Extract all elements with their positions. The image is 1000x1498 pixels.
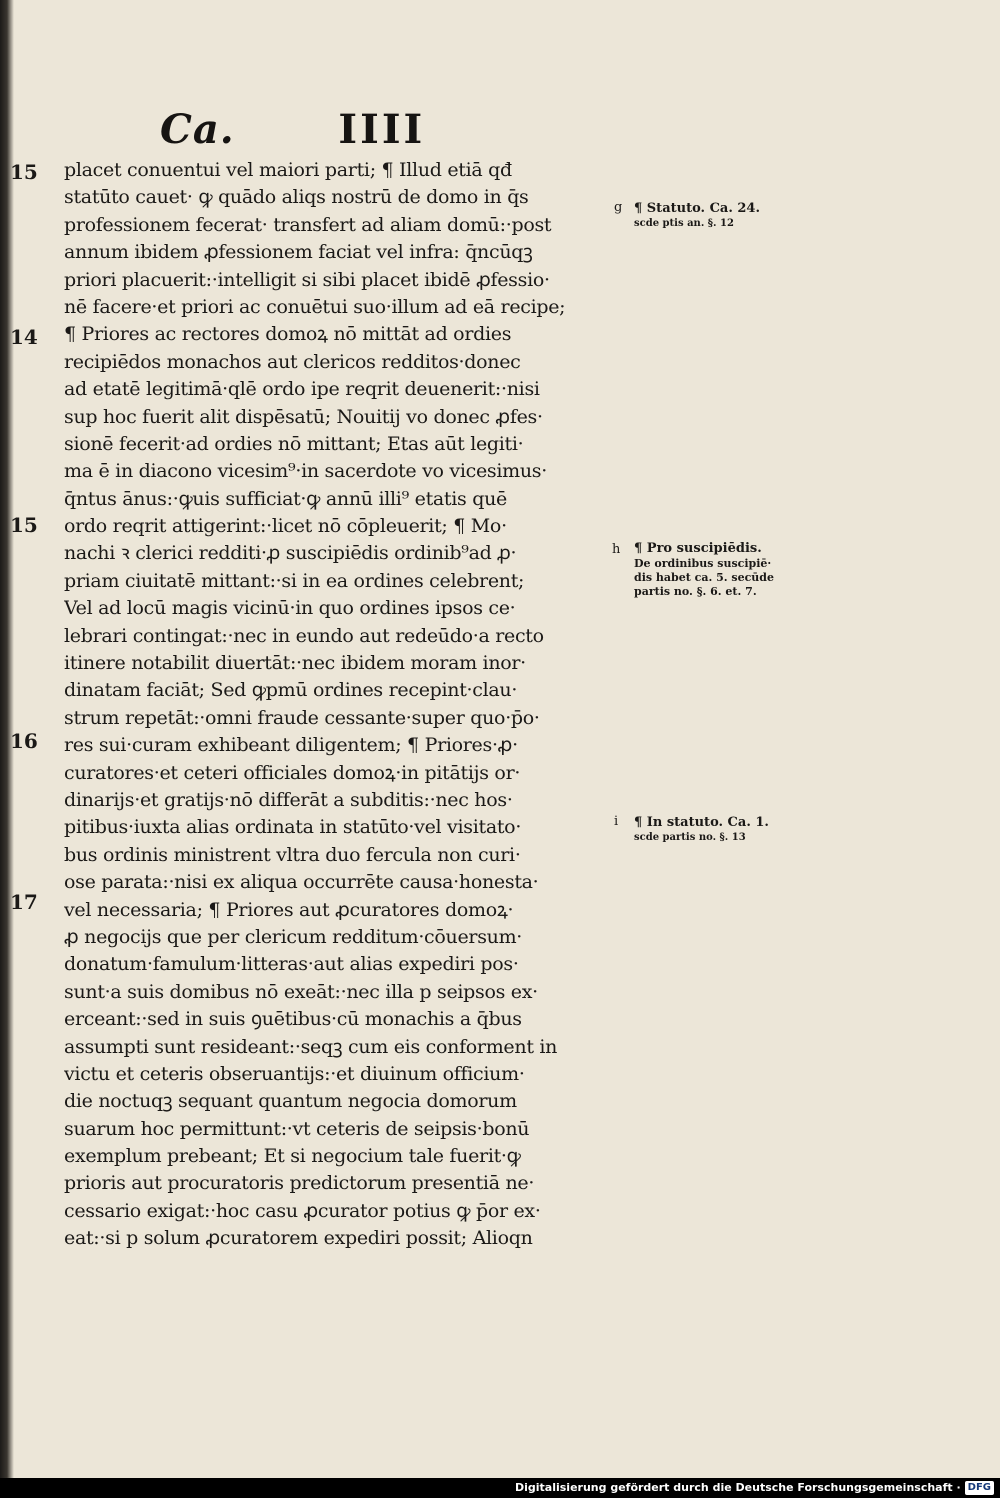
- text-line: placet conuentui vel maiori parti; ¶ Illud etiā qđ: [64, 159, 512, 181]
- margin-gloss: [634, 201, 760, 230]
- footer-credit: Digitalisierung gefördert durch die Deutsche Forschungsgemeinschaft ·: [514, 1481, 961, 1494]
- gloss-reference: dis habet ca. 5. secūde: [634, 571, 774, 584]
- text-line: curatores·et ceteri officiales domoꝝ·in pitātijs or·: [64, 761, 521, 784]
- text-line: sionē fecerit·ad ordies nō mittant; Etas aūt legiti·: [64, 432, 524, 455]
- section-number: 14: [10, 325, 38, 349]
- text-line: lebrari contingat:·nec in eundo aut redeūdo·a recto: [64, 624, 544, 647]
- margin-gloss: [634, 541, 774, 599]
- text-line: assumpti sunt resideant:·seqꝫ cum eis conforment in: [64, 1035, 558, 1058]
- text-line: suarum hoc permittunt:·vt ceteris de seipsis·bonū: [64, 1117, 530, 1140]
- section-number: 16: [10, 729, 38, 753]
- text-line: annum ibidem ꝓfessionem faciat vel infra: q̄ncūqꝫ: [64, 241, 533, 264]
- text-line: prioris aut procuratoris predictorum presentiā ne·: [64, 1172, 535, 1195]
- section-number: 17: [10, 890, 38, 914]
- text-line: ꝓ negocijs que per clericum redditum·cōuersum·: [64, 925, 523, 948]
- text-line: ¶ Priores ac rectores domoꝝ nō mittāt ad ordies: [64, 323, 512, 346]
- gloss-title: ¶ Pro suscipiēdis.: [634, 541, 762, 556]
- margin-gloss: [634, 815, 769, 844]
- text-line: nachi ꝛ clerici redditi·ꝓ suscipiēdis ordinib⁹ad ꝓ·: [64, 542, 517, 565]
- text-line: dinarijs·et gratijs·nō differāt a subditis:·nec hos·: [64, 788, 513, 811]
- gloss-reference: De ordinibus suscipiē·: [634, 557, 772, 570]
- text-line: res sui·curam exhibeant diligentem; ¶ Priores·ꝓ·: [64, 734, 518, 757]
- gloss-reference: scde ptis an. §. 12: [634, 218, 734, 229]
- gloss-title: ¶ Statuto. Ca. 24.: [634, 201, 761, 216]
- note-marker: h: [612, 542, 621, 557]
- text-line: statūto cauet· ꝙ quādo aliqs nostrū de domo in q̄s: [64, 186, 529, 209]
- text-line: sunt·a suis domibus nō exeāt:·nec illa p seipsos ex·: [64, 980, 538, 1003]
- text-line: q̄ntus ānus:·ꝙuis sufficiat·ꝙ annū illi⁹ etatis quē: [64, 487, 507, 510]
- section-number: 15: [10, 160, 38, 184]
- section-number: 15: [10, 513, 38, 537]
- text-line: ose parata:·nisi ex aliqua occurrēte causa·honesta·: [64, 871, 539, 894]
- text-line: strum repetāt:·omni fraude cessante·super quo·p̄o·: [64, 706, 540, 729]
- text-line: dinatam faciāt; Sed ꝙpmū ordines recepint·clau·: [64, 679, 518, 702]
- text-line: eat:·si p solum ꝓcuratorem expediri possit; Alioqn: [64, 1227, 533, 1250]
- text-line: priam ciuitatē mittant:·si in ea ordines celebrent;: [64, 569, 525, 592]
- text-line: ma ē in diacono vicesim⁹·in sacerdote vo vicesimus·: [64, 460, 547, 483]
- text-line: itinere notabilit diuertāt:·nec ibidem moram inor·: [64, 652, 526, 675]
- text-line: victu et ceteris obseruantijs:·et diuinum officium·: [64, 1062, 525, 1085]
- text-line: Vel ad locū magis vicinū·in quo ordines ipsos ce·: [64, 597, 516, 620]
- text-line: professionem fecerat· transfert ad aliam domū:·post: [64, 213, 552, 236]
- text-line: vel necessaria; ¶ Priores aut ꝓcuratores domoꝝ·: [64, 898, 514, 921]
- text-line: pitibus·iuxta alias ordinata in statūto·vel visitato·: [64, 816, 522, 839]
- chapter-roman-number: IIII: [338, 106, 426, 153]
- body-text: [64, 157, 624, 1253]
- text-line: exemplum prebeant; Et si negocium tale fuerit·ꝙ: [64, 1145, 521, 1168]
- chapter-abbrev: Ca.: [160, 106, 235, 153]
- text-line: bus ordinis ministrent vltra duo fercula non curi·: [64, 843, 521, 866]
- text-line: nē facere·et priori ac conuētui suo·illum ad eā recipe;: [64, 295, 566, 318]
- note-marker: i: [614, 814, 619, 829]
- text-line: die noctuqꝫ sequant quantum negocia domorum: [64, 1090, 517, 1113]
- text-line: ad etatē legitimā·qlē ordo ipe reqrit deuenerit:·nisi: [64, 378, 540, 401]
- text-line: priori placuerit:·intelligit si sibi placet ibidē ꝓfessio·: [64, 268, 550, 291]
- gloss-reference: partis no. §. 6. et. 7.: [634, 585, 757, 598]
- dfg-logo: DFG: [965, 1481, 994, 1495]
- text-line: recipiēdos monachos aut clericos redditos·donec: [64, 350, 521, 373]
- note-marker: g: [614, 200, 623, 215]
- text-line: erceant:·sed in suis ꝯuētibus·cū monachis a q̄bus: [64, 1008, 522, 1031]
- gloss-reference: scde partis no. §. 13: [634, 832, 746, 843]
- text-line: sup hoc fuerit alit dispēsatū; Nouitij vo donec ꝓfes·: [64, 405, 543, 428]
- digitization-footer: [0, 1478, 1000, 1498]
- text-line: cessario exigat:·hoc casu ꝓcurator potius ꝙ p̄or ex·: [64, 1199, 541, 1222]
- chapter-heading: [160, 106, 425, 153]
- gloss-title: ¶ In statuto. Ca. 1.: [634, 815, 769, 830]
- text-line: ordo reqrit attigerint:·licet nō cōpleuerit; ¶ Mo·: [64, 515, 507, 538]
- text-line: donatum·famulum·litteras·aut alias expediri pos·: [64, 953, 519, 976]
